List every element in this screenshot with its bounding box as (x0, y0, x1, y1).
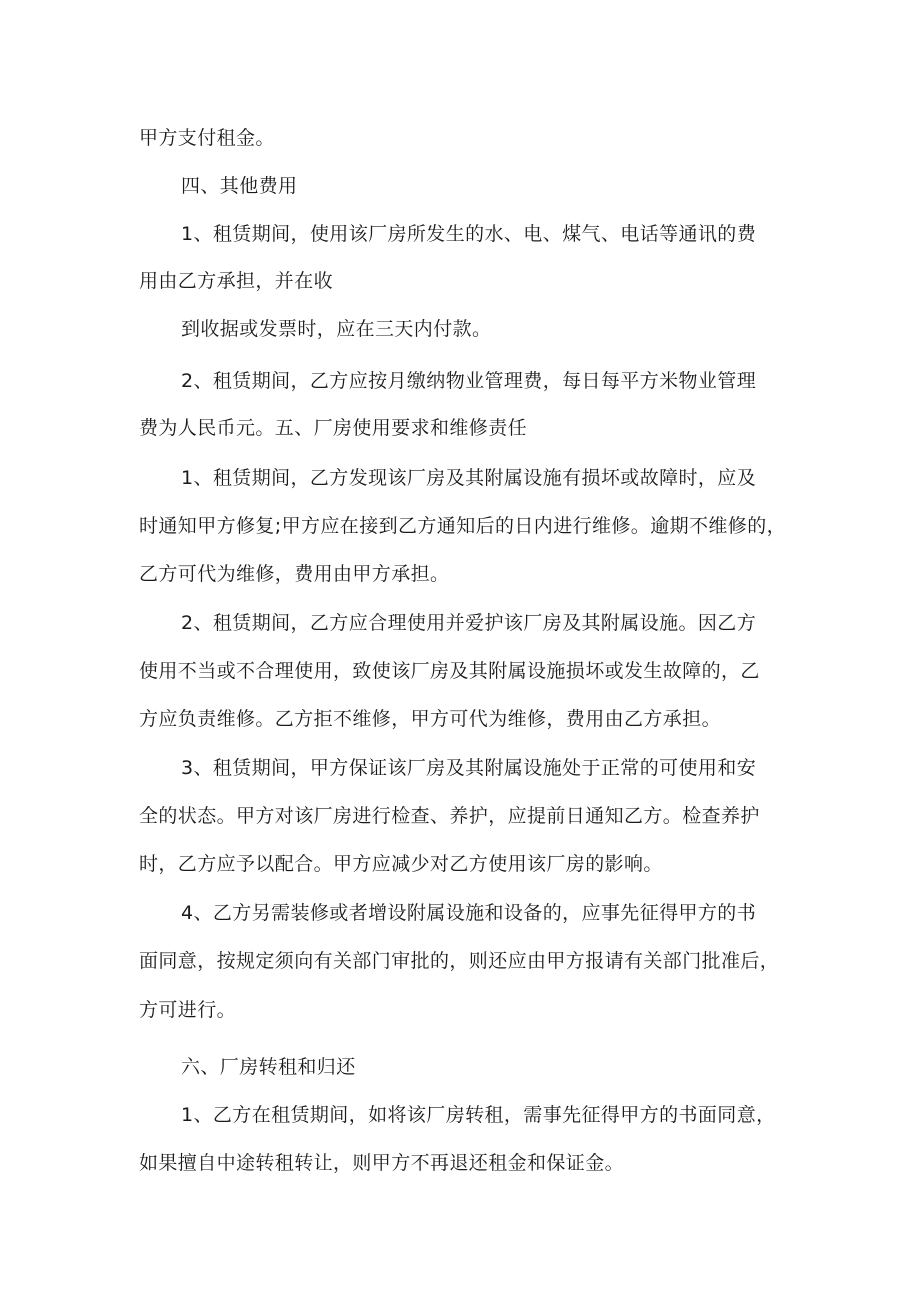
text-line: 全的状态。甲方对该厂房进行检查、养护，应提前日通知乙方。检查养护 (139, 805, 760, 827)
text-line: 4、乙方另需装修或者增设附属设施和设备的，应事先征得甲方的书 (181, 902, 757, 924)
text-line: 如果擅自中途转租转让，则甲方不再退还租金和保证金。 (139, 1152, 625, 1174)
text-line: 1、乙方在租赁期间，如将该厂房转租，需事先征得甲方的书面同意， (181, 1104, 776, 1126)
text-line: 费为人民币元。五、厂房使用要求和维修责任 (139, 417, 528, 439)
text-line: 3、租赁期间，甲方保证该厂房及其附属设施处于正常的可使用和安 (181, 757, 757, 779)
text-line: 乙方可代为维修，费用由甲方承担。 (139, 563, 450, 585)
text-line: 时通知甲方修复;甲方应在接到乙方通知后的日内进行维修。逾期不维修的， (139, 515, 787, 537)
section-heading: 六、厂房转租和归还 (181, 1056, 356, 1078)
text-line: 1、租赁期间，使用该厂房所发生的水、电、煤气、电话等通讯的费 (181, 223, 757, 245)
text-line: 1、租赁期间，乙方发现该厂房及其附属设施有损坏或故障时，应及 (181, 467, 757, 489)
text-line: 2、租赁期间，乙方应合理使用并爱护该厂房及其附属设施。因乙方 (181, 612, 757, 634)
text-line: 面同意，按规定须向有关部门审批的，则还应由甲方报请有关部门批准后， (139, 950, 780, 972)
text-line: 到收据或发票时，应在三天内付款。 (181, 318, 492, 340)
text-line: 2、租赁期间，乙方应按月缴纳物业管理费，每日每平方米物业管理 (181, 370, 757, 392)
text-line: 时，乙方应予以配合。甲方应减少对乙方使用该厂房的影响。 (139, 853, 663, 875)
section-heading: 四、其他费用 (181, 175, 298, 197)
text-line: 方可进行。 (139, 999, 237, 1021)
text-line: 甲方支付租金。 (139, 127, 275, 149)
text-line: 使用不当或不合理使用，致使该厂房及其附属设施损坏或发生故障的，乙 (139, 660, 760, 682)
text-line: 用由乙方承担，并在收 (139, 270, 334, 292)
text-line: 方应负责维修。乙方拒不维修，甲方可代为维修，费用由乙方承担。 (139, 708, 722, 730)
